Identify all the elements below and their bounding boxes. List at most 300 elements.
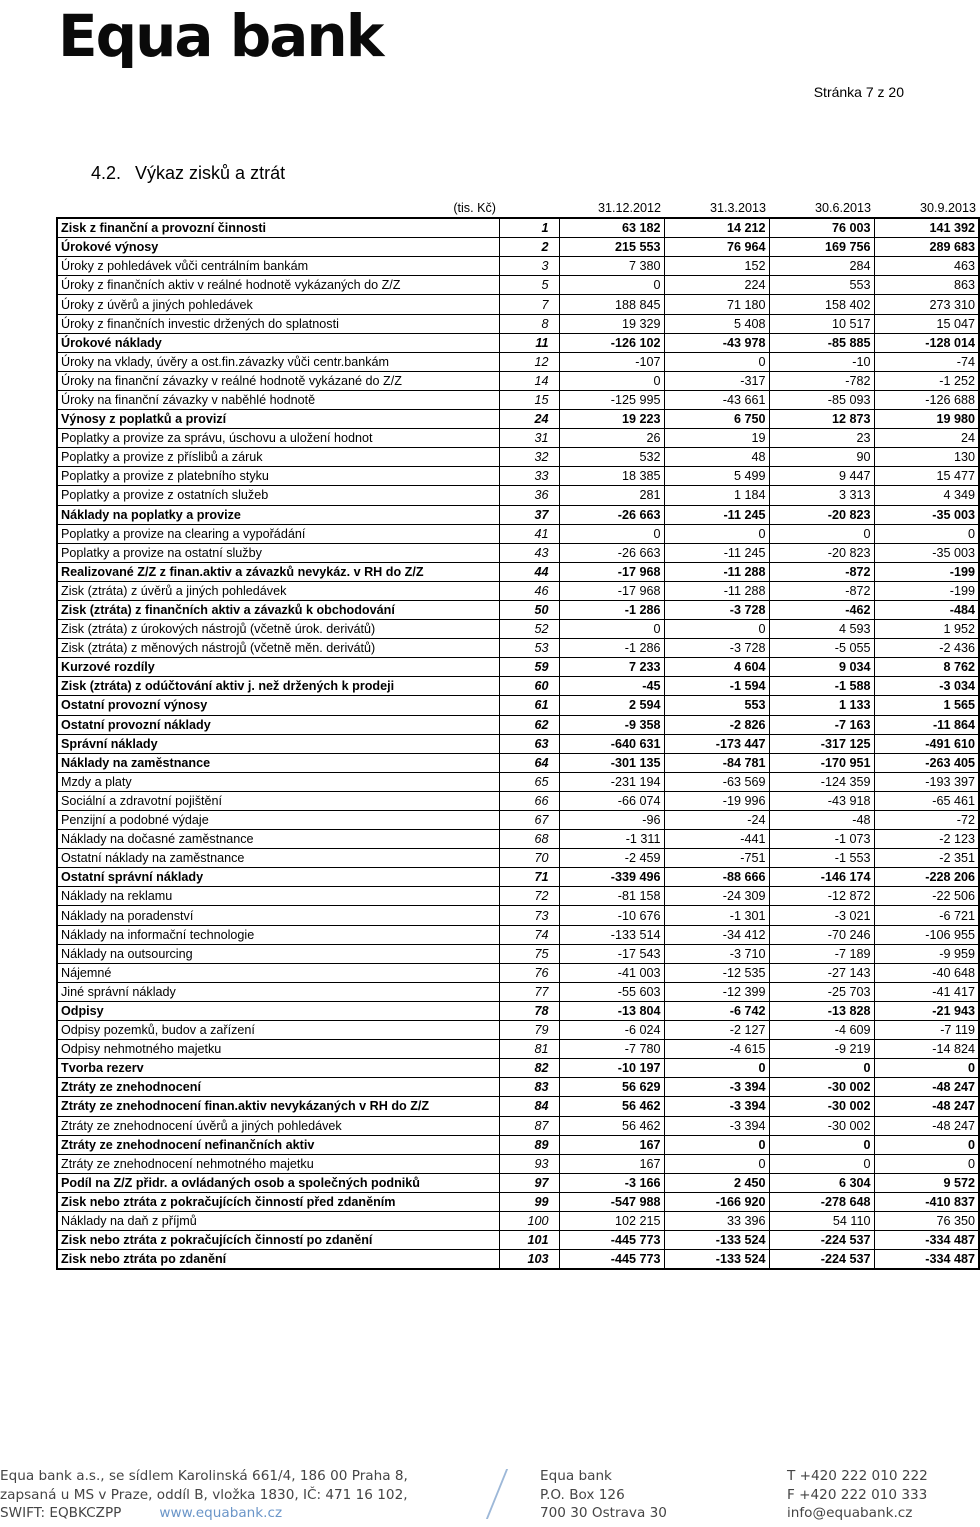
row-label: Úrokové náklady [57, 333, 499, 352]
section-heading [91, 163, 299, 184]
row-code: 8 [499, 314, 559, 333]
website-link[interactable]: www.equabank.cz [159, 1505, 283, 1521]
row-code: 36 [499, 486, 559, 505]
table-row [57, 410, 979, 429]
row-value: -30 002 [769, 1097, 874, 1116]
row-value: 0 [874, 524, 979, 543]
table-row [57, 791, 979, 810]
table-row [57, 1250, 979, 1270]
table-row [57, 734, 979, 753]
row-label: Ztráty ze znehodnocení [57, 1078, 499, 1097]
row-code: 33 [499, 467, 559, 486]
row-value: -48 247 [874, 1078, 979, 1097]
row-value: -12 872 [769, 887, 874, 906]
row-value: -7 163 [769, 715, 874, 734]
table-row [57, 849, 979, 868]
row-value: 3 313 [769, 486, 874, 505]
row-code: 1 [499, 218, 559, 238]
code-header [499, 199, 559, 218]
row-code: 76 [499, 963, 559, 982]
row-value: -125 995 [559, 390, 664, 409]
row-code: 37 [499, 505, 559, 524]
row-value: -1 311 [559, 830, 664, 849]
row-value: 71 180 [664, 295, 769, 314]
row-value: -301 135 [559, 753, 664, 772]
row-value: -10 676 [559, 906, 664, 925]
row-value: -41 003 [559, 963, 664, 982]
row-label: Poplatky a provize z ostatních služeb [57, 486, 499, 505]
row-value: 553 [664, 696, 769, 715]
row-value: -263 405 [874, 753, 979, 772]
row-value: -199 [874, 562, 979, 581]
table-row [57, 1231, 979, 1250]
row-code: 52 [499, 620, 559, 639]
table-row [57, 1154, 979, 1173]
row-value: -17 543 [559, 944, 664, 963]
row-value: 141 392 [874, 218, 979, 238]
table-row [57, 1001, 979, 1020]
row-label: Úroky z finančních investic držených do splatnosti [57, 314, 499, 333]
footer-line: zapsaná u MS v Praze, oddíl B, vložka 1830, IČ: 471 16 102, [0, 1486, 408, 1503]
table-row [57, 314, 979, 333]
row-value: -24 [664, 811, 769, 830]
row-value: 48 [664, 448, 769, 467]
row-value: -11 245 [664, 505, 769, 524]
row-value: -462 [769, 600, 874, 619]
row-label: Správní náklady [57, 734, 499, 753]
row-value: -84 781 [664, 753, 769, 772]
table-row [57, 486, 979, 505]
row-value: 130 [874, 448, 979, 467]
row-value: -11 288 [664, 581, 769, 600]
row-code: 100 [499, 1211, 559, 1230]
row-value: -199 [874, 581, 979, 600]
row-code: 64 [499, 753, 559, 772]
row-code: 87 [499, 1116, 559, 1135]
row-value: -3 710 [664, 944, 769, 963]
row-value: 7 380 [559, 257, 664, 276]
row-label: Odpisy pozemků, budov a zařízení [57, 1021, 499, 1040]
row-code: 43 [499, 543, 559, 562]
row-code: 89 [499, 1135, 559, 1154]
row-value: 4 593 [769, 620, 874, 639]
page-footer [0, 1467, 960, 1527]
table-row [57, 505, 979, 524]
row-value: -2 826 [664, 715, 769, 734]
footer-line: 700 30 Ostrava 30 [540, 1505, 667, 1521]
footer-divider [486, 1469, 508, 1519]
row-label: Náklady na outsourcing [57, 944, 499, 963]
row-value: 0 [664, 1135, 769, 1154]
row-label: Náklady na daň z příjmů [57, 1211, 499, 1230]
row-value: -27 143 [769, 963, 874, 982]
row-value: 23 [769, 429, 874, 448]
row-value: -21 943 [874, 1001, 979, 1020]
row-value: 0 [769, 524, 874, 543]
row-value: -66 074 [559, 791, 664, 810]
income-statement-table [56, 199, 980, 1270]
row-value: 9 034 [769, 658, 874, 677]
table-row [57, 944, 979, 963]
row-code: 82 [499, 1059, 559, 1078]
row-code: 7 [499, 295, 559, 314]
row-label: Ztráty ze znehodnocení úvěrů a jiných pohledávek [57, 1116, 499, 1135]
table-row [57, 906, 979, 925]
row-code: 46 [499, 581, 559, 600]
row-value: 4 349 [874, 486, 979, 505]
row-value: -334 487 [874, 1250, 979, 1270]
table-row [57, 696, 979, 715]
row-label: Tvorba rezerv [57, 1059, 499, 1078]
row-value: -3 394 [664, 1116, 769, 1135]
row-code: 14 [499, 371, 559, 390]
row-value: 0 [769, 1135, 874, 1154]
row-value: 0 [664, 1154, 769, 1173]
row-label: Jiné správní náklady [57, 982, 499, 1001]
row-value: 76 350 [874, 1211, 979, 1230]
row-label: Ztráty ze znehodnocení nehmotného majetku [57, 1154, 499, 1173]
row-value: -166 920 [664, 1192, 769, 1211]
row-value: 26 [559, 429, 664, 448]
row-code: 12 [499, 352, 559, 371]
row-value: -133 524 [664, 1231, 769, 1250]
row-value: 152 [664, 257, 769, 276]
table-row [57, 562, 979, 581]
row-value: -2 436 [874, 639, 979, 658]
row-label: Ztráty ze znehodnocení nefinančních aktiv [57, 1135, 499, 1154]
table-row [57, 620, 979, 639]
row-value: 9 447 [769, 467, 874, 486]
row-code: 3 [499, 257, 559, 276]
table-row [57, 600, 979, 619]
row-value: -1 588 [769, 677, 874, 696]
row-value: -10 [769, 352, 874, 371]
row-code: 32 [499, 448, 559, 467]
row-value: -9 959 [874, 944, 979, 963]
row-value: -26 663 [559, 543, 664, 562]
row-value: 24 [874, 429, 979, 448]
footer-company-info [0, 1467, 408, 1523]
row-label: Nájemné [57, 963, 499, 982]
table-row [57, 1211, 979, 1230]
row-value: -88 666 [664, 868, 769, 887]
row-value: 19 [664, 429, 769, 448]
row-value: -81 158 [559, 887, 664, 906]
row-value: -107 [559, 352, 664, 371]
table-row [57, 1097, 979, 1116]
table-row [57, 257, 979, 276]
row-value: -334 487 [874, 1231, 979, 1250]
row-label: Úroky z finančních aktiv v reálné hodnotě vykázaných do Z/Z [57, 276, 499, 295]
row-value: -26 663 [559, 505, 664, 524]
row-value: -3 728 [664, 639, 769, 658]
row-value: 4 604 [664, 658, 769, 677]
row-value: -19 996 [664, 791, 769, 810]
row-value: -224 537 [769, 1250, 874, 1270]
row-code: 77 [499, 982, 559, 1001]
row-value: -224 537 [769, 1231, 874, 1250]
row-code: 2 [499, 238, 559, 257]
table-row [57, 963, 979, 982]
table-row [57, 868, 979, 887]
row-value: -751 [664, 849, 769, 868]
row-value: -74 [874, 352, 979, 371]
table-row [57, 1135, 979, 1154]
table-row [57, 1173, 979, 1192]
row-value: -65 461 [874, 791, 979, 810]
row-label: Poplatky a provize z příslibů a záruk [57, 448, 499, 467]
row-label: Výnosy z poplatků a provizí [57, 410, 499, 429]
row-label: Úrokové výnosy [57, 238, 499, 257]
logo-text: Equa bank [58, 2, 383, 70]
row-value: 15 047 [874, 314, 979, 333]
row-code: 61 [499, 696, 559, 715]
table-row [57, 1116, 979, 1135]
row-value: -6 721 [874, 906, 979, 925]
row-value: -4 609 [769, 1021, 874, 1040]
table-row [57, 238, 979, 257]
row-code: 66 [499, 791, 559, 810]
row-value: 63 182 [559, 218, 664, 238]
row-value: 167 [559, 1135, 664, 1154]
row-value: 0 [664, 524, 769, 543]
row-label: Ostatní náklady na zaměstnance [57, 849, 499, 868]
row-label: Zisk (ztráta) z úvěrů a jiných pohledávek [57, 581, 499, 600]
row-value: 0 [874, 1059, 979, 1078]
row-value: 76 003 [769, 218, 874, 238]
row-value: 0 [874, 1154, 979, 1173]
row-value: -1 286 [559, 600, 664, 619]
row-code: 103 [499, 1250, 559, 1270]
row-value: 284 [769, 257, 874, 276]
footer-email[interactable]: info@equabank.cz [787, 1505, 913, 1521]
footer-postal-address [540, 1467, 667, 1523]
row-label: Zisk (ztráta) z finančních aktiv a závazků k obchodování [57, 600, 499, 619]
row-value: 169 756 [769, 238, 874, 257]
row-value: -133 514 [559, 925, 664, 944]
row-value: 532 [559, 448, 664, 467]
row-value: 0 [559, 620, 664, 639]
row-value: 1 952 [874, 620, 979, 639]
row-value: 6 750 [664, 410, 769, 429]
table-row [57, 1078, 979, 1097]
row-value: 0 [664, 352, 769, 371]
table-row [57, 352, 979, 371]
row-value: 281 [559, 486, 664, 505]
row-code: 71 [499, 868, 559, 887]
row-label: Náklady na poplatky a provize [57, 505, 499, 524]
row-value: -640 631 [559, 734, 664, 753]
row-code: 15 [499, 390, 559, 409]
row-value: -1 073 [769, 830, 874, 849]
row-value: -278 648 [769, 1192, 874, 1211]
period-header: 31.12.2012 [597, 201, 661, 216]
row-value: -1 286 [559, 639, 664, 658]
row-label: Poplatky a provize za správu, úschovu a uložení hodnot [57, 429, 499, 448]
table-row [57, 371, 979, 390]
row-code: 99 [499, 1192, 559, 1211]
row-value: 90 [769, 448, 874, 467]
row-value: -72 [874, 811, 979, 830]
row-code: 63 [499, 734, 559, 753]
row-code: 70 [499, 849, 559, 868]
row-value: 19 980 [874, 410, 979, 429]
row-value: -3 166 [559, 1173, 664, 1192]
row-label: Náklady na reklamu [57, 887, 499, 906]
row-code: 41 [499, 524, 559, 543]
row-value: 56 629 [559, 1078, 664, 1097]
table-row [57, 753, 979, 772]
row-value: -48 247 [874, 1097, 979, 1116]
row-label: Ostatní provozní výnosy [57, 696, 499, 715]
row-value: -11 245 [664, 543, 769, 562]
row-value: -3 394 [664, 1078, 769, 1097]
row-value: -2 123 [874, 830, 979, 849]
row-value: -1 252 [874, 371, 979, 390]
row-value: -146 174 [769, 868, 874, 887]
row-label: Ostatní správní náklady [57, 868, 499, 887]
table-row [57, 1059, 979, 1078]
row-code: 73 [499, 906, 559, 925]
row-value: -484 [874, 600, 979, 619]
row-value: 0 [559, 524, 664, 543]
row-value: 6 304 [769, 1173, 874, 1192]
row-value: -872 [769, 562, 874, 581]
row-value: -3 394 [664, 1097, 769, 1116]
row-code: 60 [499, 677, 559, 696]
row-code: 53 [499, 639, 559, 658]
row-value: -126 102 [559, 333, 664, 352]
section-number: 4.2. [91, 163, 122, 183]
row-label: Úroky z úvěrů a jiných pohledávek [57, 295, 499, 314]
row-value: 33 396 [664, 1211, 769, 1230]
row-value: 0 [664, 620, 769, 639]
row-value: 2 594 [559, 696, 664, 715]
row-value: 188 845 [559, 295, 664, 314]
row-value: -13 804 [559, 1001, 664, 1020]
row-value: -6 742 [664, 1001, 769, 1020]
row-code: 97 [499, 1173, 559, 1192]
row-value: -70 246 [769, 925, 874, 944]
row-value: -41 417 [874, 982, 979, 1001]
table-row [57, 772, 979, 791]
table-row [57, 1040, 979, 1059]
row-value: 102 215 [559, 1211, 664, 1230]
table-row [57, 639, 979, 658]
table-row [57, 925, 979, 944]
row-value: -11 864 [874, 715, 979, 734]
row-value: -5 055 [769, 639, 874, 658]
row-value: -106 955 [874, 925, 979, 944]
row-value: 5 408 [664, 314, 769, 333]
row-label: Zisk z finanční a provozní činnosti [57, 218, 499, 238]
row-value: 0 [559, 276, 664, 295]
unit-header: (tis. Kč) [453, 201, 496, 216]
row-label: Zisk (ztráta) z odúčtování aktiv j. než držených k prodeji [57, 677, 499, 696]
row-value: 463 [874, 257, 979, 276]
table-row [57, 1192, 979, 1211]
row-value: -45 [559, 677, 664, 696]
row-value: -22 506 [874, 887, 979, 906]
row-value: -317 [664, 371, 769, 390]
row-label: Penzijní a podobné výdaje [57, 811, 499, 830]
row-value: -4 615 [664, 1040, 769, 1059]
row-value: 76 964 [664, 238, 769, 257]
row-label: Sociální a zdravotní pojištění [57, 791, 499, 810]
table-row [57, 429, 979, 448]
row-code: 81 [499, 1040, 559, 1059]
footer-swift: SWIFT: EQBKCZPP [0, 1505, 122, 1521]
row-label: Zisk nebo ztráta z pokračujících činností před zdaněním [57, 1192, 499, 1211]
row-code: 84 [499, 1097, 559, 1116]
row-value: -30 002 [769, 1078, 874, 1097]
row-code: 72 [499, 887, 559, 906]
row-value: -7 119 [874, 1021, 979, 1040]
row-value: -6 024 [559, 1021, 664, 1040]
row-value: -11 288 [664, 562, 769, 581]
row-label: Podíl na Z/Z přidr. a ovládaných osob a společných podniků [57, 1173, 499, 1192]
row-value: -1 594 [664, 677, 769, 696]
table-row [57, 448, 979, 467]
row-value: 1 565 [874, 696, 979, 715]
row-code: 31 [499, 429, 559, 448]
table-row [57, 276, 979, 295]
table-row [57, 658, 979, 677]
row-code: 5 [499, 276, 559, 295]
row-value: -12 399 [664, 982, 769, 1001]
row-code: 74 [499, 925, 559, 944]
row-value: -9 358 [559, 715, 664, 734]
period-header: 30.6.2013 [814, 201, 871, 216]
row-code: 68 [499, 830, 559, 849]
row-value: -133 524 [664, 1250, 769, 1270]
row-label: Úroky z pohledávek vůči centrálním bankám [57, 257, 499, 276]
row-value: -124 359 [769, 772, 874, 791]
row-value: -9 219 [769, 1040, 874, 1059]
row-label: Náklady na zaměstnance [57, 753, 499, 772]
row-value: 553 [769, 276, 874, 295]
row-code: 101 [499, 1231, 559, 1250]
table-row [57, 677, 979, 696]
row-value: -2 351 [874, 849, 979, 868]
row-value: 9 572 [874, 1173, 979, 1192]
table-row [57, 467, 979, 486]
row-label: Odpisy nehmotného majetku [57, 1040, 499, 1059]
row-label: Úroky na vklady, úvěry a ost.fin.závazky vůči centr.bankám [57, 352, 499, 371]
row-value: -20 823 [769, 543, 874, 562]
row-value: -63 569 [664, 772, 769, 791]
row-value: -96 [559, 811, 664, 830]
row-value: -2 459 [559, 849, 664, 868]
row-value: -24 309 [664, 887, 769, 906]
row-value: -445 773 [559, 1231, 664, 1250]
row-value: 215 553 [559, 238, 664, 257]
row-code: 59 [499, 658, 559, 677]
footer-line: Equa bank [540, 1468, 612, 1484]
footer-phone: T +420 222 010 222 [787, 1468, 928, 1484]
page-number: Stránka 7 z 20 [813, 84, 904, 100]
table-row [57, 218, 979, 238]
period-header: 30.9.2013 [919, 201, 976, 216]
row-value: -173 447 [664, 734, 769, 753]
row-label: Zisk nebo ztráta z pokračujících činností po zdanění [57, 1231, 499, 1250]
row-value: 5 499 [664, 467, 769, 486]
row-value: 158 402 [769, 295, 874, 314]
row-code: 62 [499, 715, 559, 734]
row-code: 67 [499, 811, 559, 830]
table-row [57, 1021, 979, 1040]
row-value: -231 194 [559, 772, 664, 791]
